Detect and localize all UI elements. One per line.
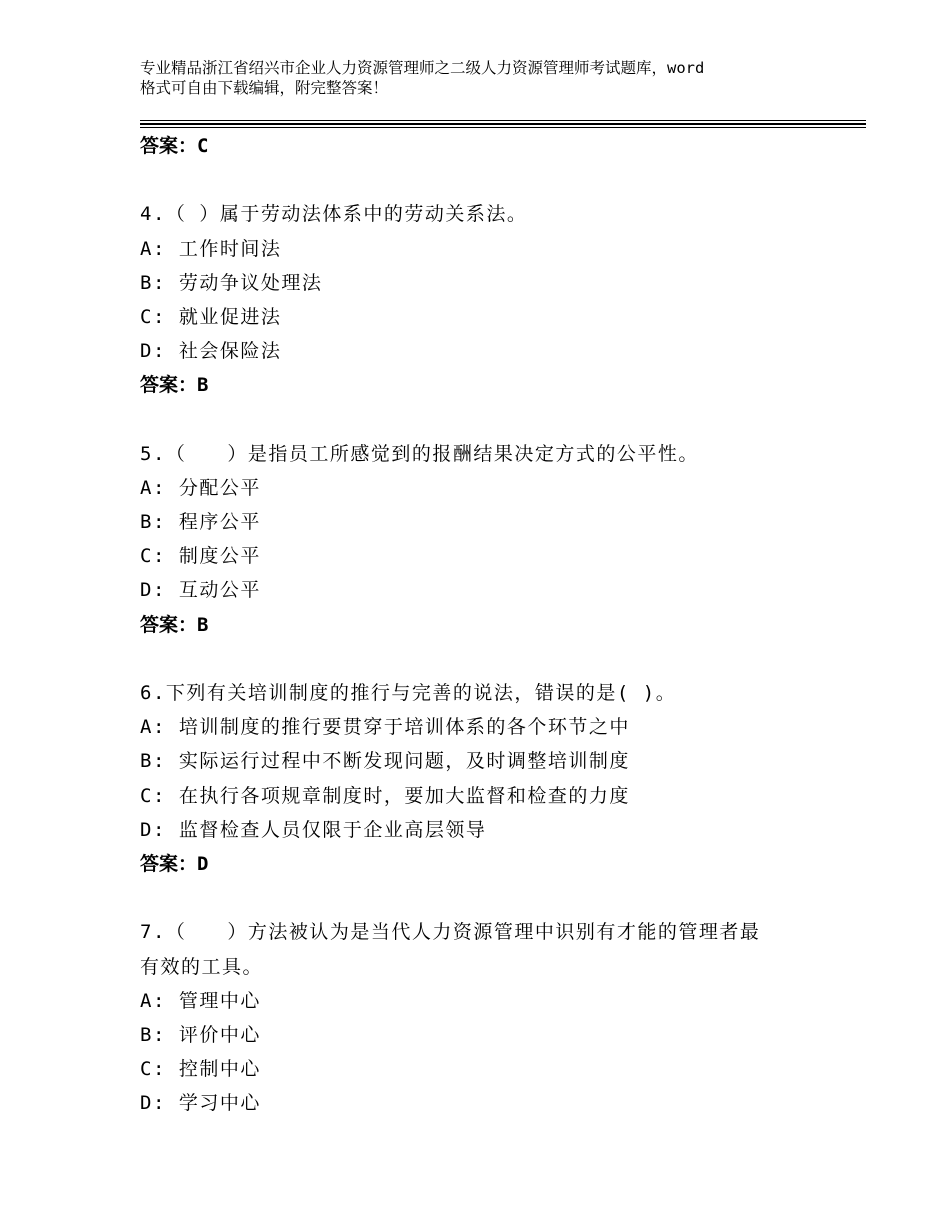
option-a: A: 工作时间法 <box>140 237 282 260</box>
question-4 <box>140 197 830 402</box>
option-a: A: 管理中心 <box>140 989 261 1012</box>
answer: 答案：B <box>140 613 209 636</box>
option-a: A: 分配公平 <box>140 476 261 499</box>
question-stem-line-1: 7.（ ）方法被认为是当代人力资源管理中识别有才能的管理者最 <box>140 921 761 944</box>
question-stem-line-2: 有效的工具。 <box>140 955 264 978</box>
option-b: B: 评价中心 <box>140 1023 261 1046</box>
option-c: C: 制度公平 <box>140 545 261 568</box>
question-stem: 4.（ ）属于劳动法体系中的劳动关系法。 <box>140 203 528 226</box>
option-c: C: 在执行各项规章制度时，要加大监督和检查的力度 <box>140 784 630 807</box>
question-stem: 5.（ ）是指员工所感觉到的报酬结果决定方式的公平性。 <box>140 442 699 465</box>
option-d: D: 社会保险法 <box>140 340 282 363</box>
answer: 答案：B <box>140 374 209 397</box>
option-b: B: 程序公平 <box>140 511 261 534</box>
option-c: C: 控制中心 <box>140 1058 261 1081</box>
question-stem: 6.下列有关培训制度的推行与完善的说法，错误的是( )。 <box>140 682 677 704</box>
spacer <box>140 403 830 437</box>
option-c: C: 就业促进法 <box>140 305 282 328</box>
header-rule-thin-top <box>140 120 866 121</box>
page-header <box>140 58 840 98</box>
option-d: D: 学习中心 <box>140 1092 261 1115</box>
option-b: B: 实际运行过程中不断发现问题，及时调整培训制度 <box>140 750 630 773</box>
option-b: B: 劳动争议处理法 <box>140 271 323 294</box>
spacer <box>140 163 830 197</box>
header-rule-thin-bottom <box>140 127 866 128</box>
option-a: A: 培训制度的推行要贯穿于培训体系的各个环节之中 <box>140 716 630 739</box>
question-5 <box>140 437 830 642</box>
question-6 <box>140 676 830 881</box>
header-line-1: 专业精品浙江省绍兴市企业人力资源管理师之二级人力资源管理师考试题库，word <box>140 59 705 77</box>
answer-previous-question: 答案：C <box>140 135 209 157</box>
option-d: D: 互动公平 <box>140 579 261 602</box>
spacer <box>140 642 830 676</box>
header-rule-thick <box>140 123 866 125</box>
question-list <box>140 129 830 1120</box>
header-line-2: 格式可自由下载编辑，附完整答案！ <box>140 79 389 97</box>
question-7 <box>140 915 830 1120</box>
answer: 答案：D <box>140 852 209 875</box>
spacer <box>140 881 830 915</box>
option-d: D: 监督检查人员仅限于企业高层领导 <box>140 818 487 841</box>
